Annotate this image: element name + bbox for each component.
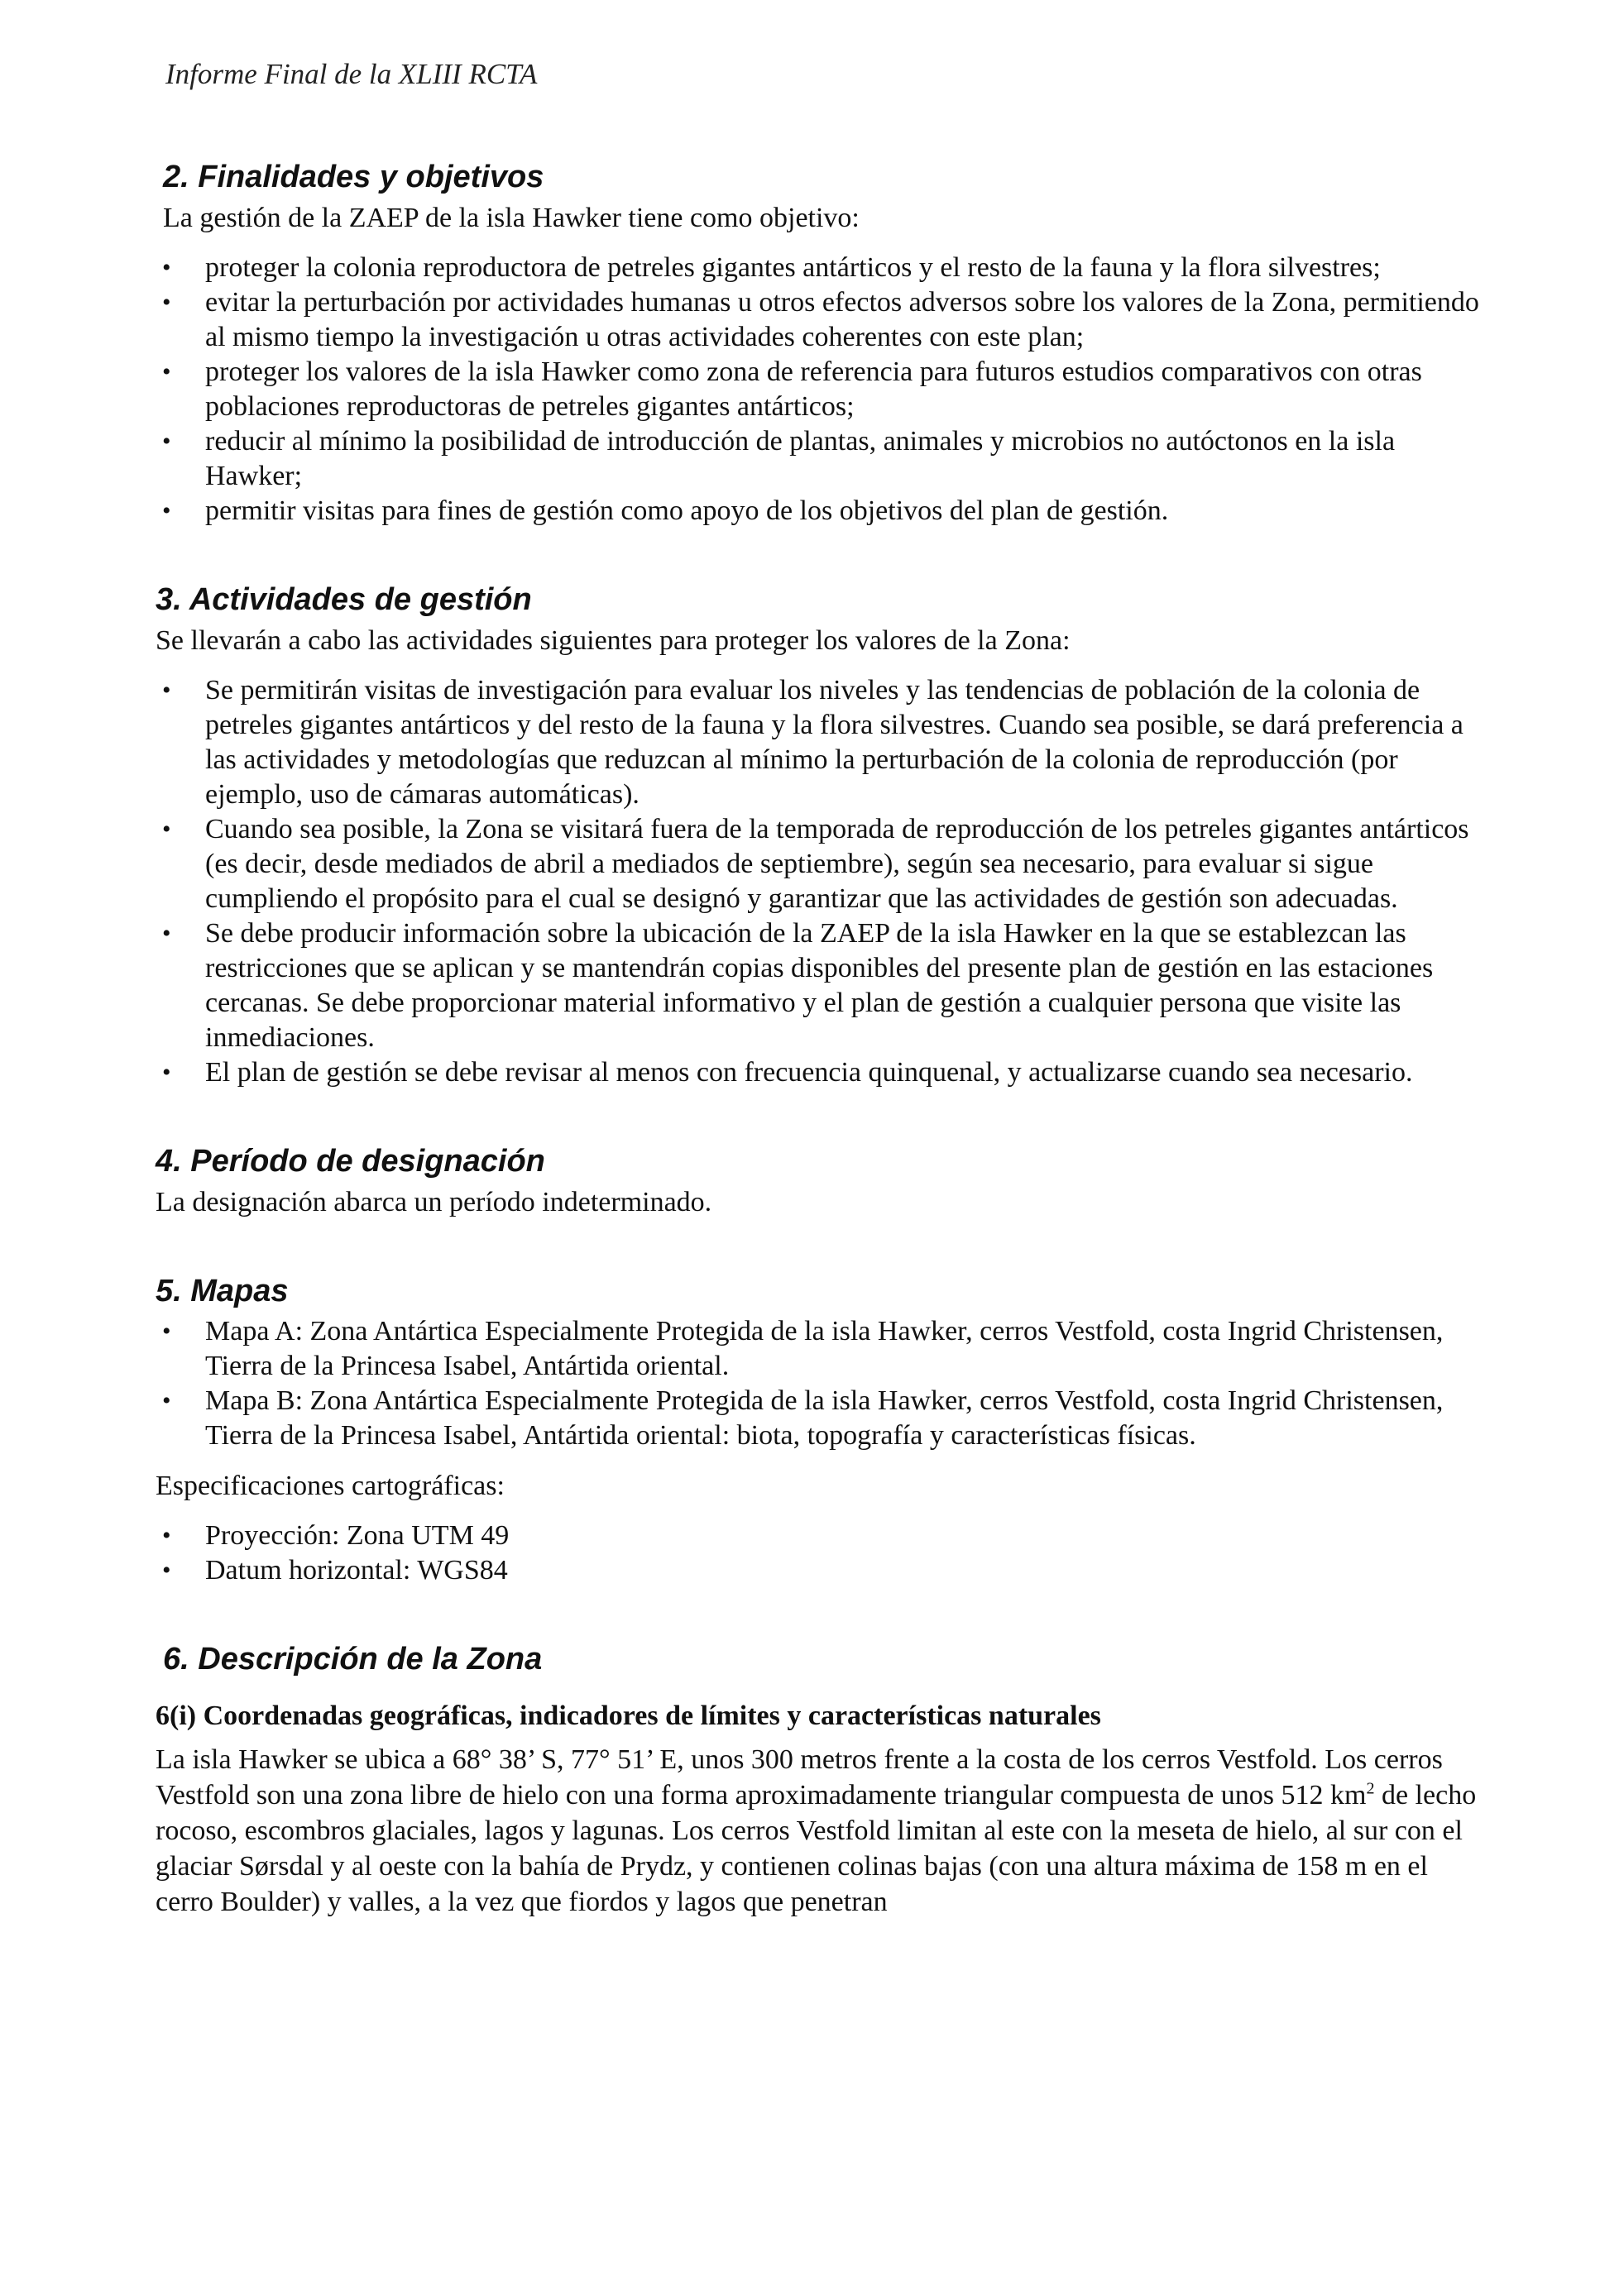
- bullet-icon: •: [162, 254, 171, 281]
- bullet-icon: •: [162, 358, 171, 385]
- bullet-icon: •: [162, 920, 171, 947]
- section-5-heading: 5. Mapas: [156, 1274, 289, 1308]
- section-6-heading: 6. Descripción de la Zona: [163, 1642, 543, 1677]
- bullet-icon: •: [162, 1387, 171, 1414]
- section-3-heading: 3. Actividades de gestión: [156, 582, 532, 617]
- bullet-icon: •: [162, 1557, 171, 1584]
- section-3-activities-list: [156, 673, 1487, 1090]
- bullet-icon: •: [162, 1318, 171, 1345]
- section-4-heading: 4. Período de designación: [156, 1144, 545, 1179]
- list-item: • Se debe producir información sobre la ubicación de la ZAEP de la isla Hawker en la que se establezcan las restricciones que se aplican y se mantendrán copias disponibles del presente plan de gestión en las estaciones cercanas. Se debe proporcionar material informativo y el plan de gestión a cualquier persona que visite las inmediaciones.: [162, 918, 1434, 1053]
- bullet-icon: •: [162, 816, 171, 843]
- list-item: • Proyección: Zona UTM 49: [156, 1519, 1487, 1553]
- section-6-paragraph: La isla Hawker se ubica a 68° 38’ S, 77° 51’ E, unos 300 metros frente a la costa de los cerros Vestfold. Los cerros Vestfold son una zona libre de hielo con una forma aproximadamente triangular compuesta de unos 512 $km^2$ de lecho rocoso, escombros glaciales, lagos y lagunas. Los cerros Vestfold limitan al este con la meseta de hielo, al sur con el glaciar Sørsdal y al oeste con la bahía de Prydz, y contienen colinas bajas (con una altura máxima de 158 m en el cerro Boulder) y valles, a la vez que fiordos y lagos que penetran: [156, 1744, 1477, 1917]
- section-2-objectives-list: [156, 251, 1487, 529]
- section-4-text: La designación abarca un período indeterminado.: [156, 1187, 712, 1217]
- bullet-icon: •: [162, 677, 171, 704]
- list-item: • permitir visitas para fines de gestión como apoyo de los objetivos del plan de gestión.: [156, 494, 1487, 529]
- list-item: • Se permitirán visitas de investigación para evaluar los niveles y las tendencias de población de la colonia de petreles gigantes antárticos y del resto de la fauna y la flora silvestres. Cuando sea posible, se dará preferencia a las actividades y metodologías que reduzcan al mínimo la perturbación de la colonia de reproducción (por ejemplo, uso de cámaras automáticas).: [162, 675, 1464, 810]
- cartographic-specs-list: [156, 1519, 1487, 1588]
- document-content: [156, 154, 1487, 1920]
- list-item: • reducir al mínimo la posibilidad de introducción de plantas, animales y microbios no autóctonos en la isla Hawker;: [162, 426, 1396, 491]
- list-item: • evitar la perturbación por actividades humanas u otros efectos adversos sobre los valores de la Zona, permitiendo al mismo tiempo la investigación u otras actividades coherentes con este plan;: [162, 287, 1479, 352]
- list-item: • proteger los valores de la isla Hawker como zona de referencia para futuros estudios comparativos con otras poblaciones reproductoras de petreles gigantes antárticos;: [162, 356, 1422, 422]
- bullet-icon: •: [162, 1059, 171, 1086]
- list-item: • Mapa A: Zona Antártica Especialmente Protegida de la isla Hawker, cerros Vestfold, costa Ingrid Christensen, Tierra de la Princesa Isabel, Antártida oriental.: [162, 1316, 1444, 1381]
- section-5-maps-list: [156, 1314, 1487, 1453]
- list-item: • Mapa B: Zona Antártica Especialmente Protegida de la isla Hawker, cerros Vestfold, costa Ingrid Christensen, Tierra de la Princesa Isabel, Antártida oriental: biota, topografía y características físicas.: [162, 1385, 1444, 1451]
- section-3-intro: Se llevarán a cabo las actividades siguientes para proteger los valores de la Zona:: [156, 625, 1071, 656]
- section-6-subheading: 6(i) Coordenadas geográficas, indicadores de límites y características naturales: [156, 1700, 1101, 1731]
- list-item: • proteger la colonia reproductora de petreles gigantes antárticos y el resto de la fauna y la flora silvestres;: [156, 251, 1487, 285]
- section-2-intro: La gestión de la ZAEP de la isla Hawker tiene como objetivo:: [163, 203, 860, 233]
- cartographic-specs-label: Especificaciones cartográficas:: [156, 1471, 505, 1501]
- bullet-icon: •: [162, 497, 171, 524]
- list-item: • Datum horizontal: WGS84: [156, 1553, 1487, 1588]
- bullet-icon: •: [162, 428, 171, 455]
- bullet-icon: •: [162, 1522, 171, 1549]
- bullet-icon: •: [162, 289, 171, 316]
- list-item: • El plan de gestión se debe revisar al menos con frecuencia quinquenal, y actualizarse cuando sea necesario.: [156, 1055, 1487, 1090]
- superscript: 2: [1366, 1779, 1375, 1798]
- section-2-heading: 2. Finalidades y objetivos: [163, 160, 544, 194]
- list-item: • Cuando sea posible, la Zona se visitará fuera de la temporada de reproducción de los petreles gigantes antárticos (es decir, desde mediados de abril a mediados de septiembre), según sea necesario, para evaluar si sigue cumpliendo el propósito para el cual se designó y garantizar que las actividades de gestión son adecuadas.: [162, 814, 1469, 914]
- running-header: Informe Final de la XLIII RCTA: [165, 58, 538, 90]
